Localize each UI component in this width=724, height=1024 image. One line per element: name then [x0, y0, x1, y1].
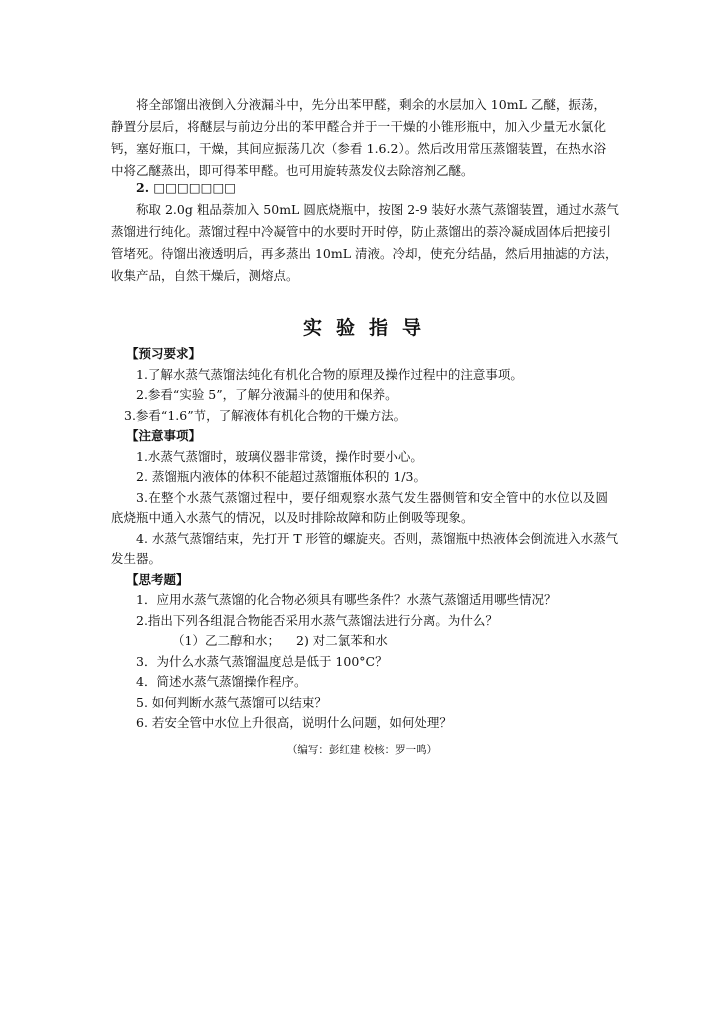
- notes-item-4-line-1: 4. 水蒸气蒸馏结束，先打开 T 形管的螺旋夹。否则，蒸馏瓶中热液体会倒流进入水蒸气: [136, 531, 619, 546]
- question-6: 6. 若安全管中水位上升很高，说明什么问题，如何处理？: [136, 715, 452, 730]
- notes-item-2: 2. 蒸馏瓶内液体的体积不能超过蒸馏瓶体积的 1/3。: [136, 469, 426, 484]
- question-4: 4．简述水蒸气蒸馏操作程序。: [136, 674, 307, 689]
- notes-item-1: 1.水蒸气蒸馏时，玻璃仪器非常烫，操作时要小心。: [136, 449, 423, 464]
- question-2-option-1: （1）乙二醇和水；: [172, 633, 280, 648]
- paragraph-2-line-4: 收集产品，自然干燥后，测熔点。: [111, 268, 299, 283]
- preview-item-2: 2.参看“实验 5”，了解分液漏斗的使用和保养。: [136, 387, 398, 402]
- question-3: 3．为什么水蒸气蒸馏温度总是低于 100°C？: [136, 654, 388, 669]
- section-2-heading: 2. □□□□□□□: [136, 180, 237, 195]
- paragraph-2-line-1: 称取 2.0g 粗品萘加入 50mL 圆底烧瓶中，按图 2-9 装好水蒸气蒸馏装置，通过水蒸气: [136, 202, 619, 217]
- notes-heading: 【注意事项】: [126, 428, 202, 443]
- paragraph-1-line-3: 钙，塞好瓶口，干燥，其间应振荡几次（参看 1.6.2）。然后改用常压蒸馏装置，在热水浴: [111, 141, 606, 156]
- questions-heading: 【思考题】: [126, 572, 189, 587]
- author-credit: （编写：彭红建 校核：罗一鸣）: [286, 744, 438, 756]
- question-5: 5. 如何判断水蒸气蒸馏可以结束？: [136, 695, 327, 710]
- question-2: 2.指出下列各组混合物能否采用水蒸气蒸馏法进行分离。为什么？: [136, 613, 498, 628]
- notes-item-3-line-2: 底烧瓶中通入水蒸气的情况，以及时排除故障和防止倒吸等现象。: [111, 510, 474, 525]
- preview-heading: 【预习要求】: [126, 346, 202, 361]
- paragraph-2-line-3: 管堵死。待馏出液透明后，再多蒸出 10mL 清液。冷却，使充分结晶，然后用抽滤的方法，: [111, 246, 618, 261]
- notes-item-3-line-1: 3.在整个水蒸气蒸馏过程中，要仔细观察水蒸气发生器侧管和安全管中的水位以及圆: [136, 490, 608, 505]
- paragraph-2-line-2: 蒸馏进行纯化。蒸馏过程中冷凝管中的水要时开时停，防止蒸馏出的萘冷凝成固体后把接引: [111, 224, 612, 239]
- question-2-option-2: 2) 对二氯苯和水: [296, 633, 388, 648]
- preview-item-1: 1.了解水蒸气蒸馏法纯化有机化合物的原理及操作过程中的注意事项。: [136, 367, 523, 382]
- paragraph-1-line-2: 静置分层后，将醚层与前边分出的苯甲醛合并于一干燥的小锥形瓶中，加入少量无水氯化: [111, 119, 606, 134]
- question-1: 1．应用水蒸气蒸馏的化合物必须具有哪些条件？水蒸气蒸馏适用哪些情况？: [136, 592, 557, 607]
- paragraph-1-line-1: 将全部馏出液倒入分液漏斗中，先分出苯甲醛，剩余的水层加入 10mL 乙醚，振荡，: [136, 97, 606, 112]
- page-title: 实验指导: [302, 317, 435, 339]
- paragraph-1-line-4: 中将乙醚蒸出，即可得苯甲醛。也可用旋转蒸发仪去除溶剂乙醚。: [111, 163, 474, 178]
- preview-item-3: 3.参看“1.6”节，了解液体有机化合物的干燥方法。: [124, 408, 407, 423]
- notes-item-4-line-2: 发生器。: [111, 551, 162, 566]
